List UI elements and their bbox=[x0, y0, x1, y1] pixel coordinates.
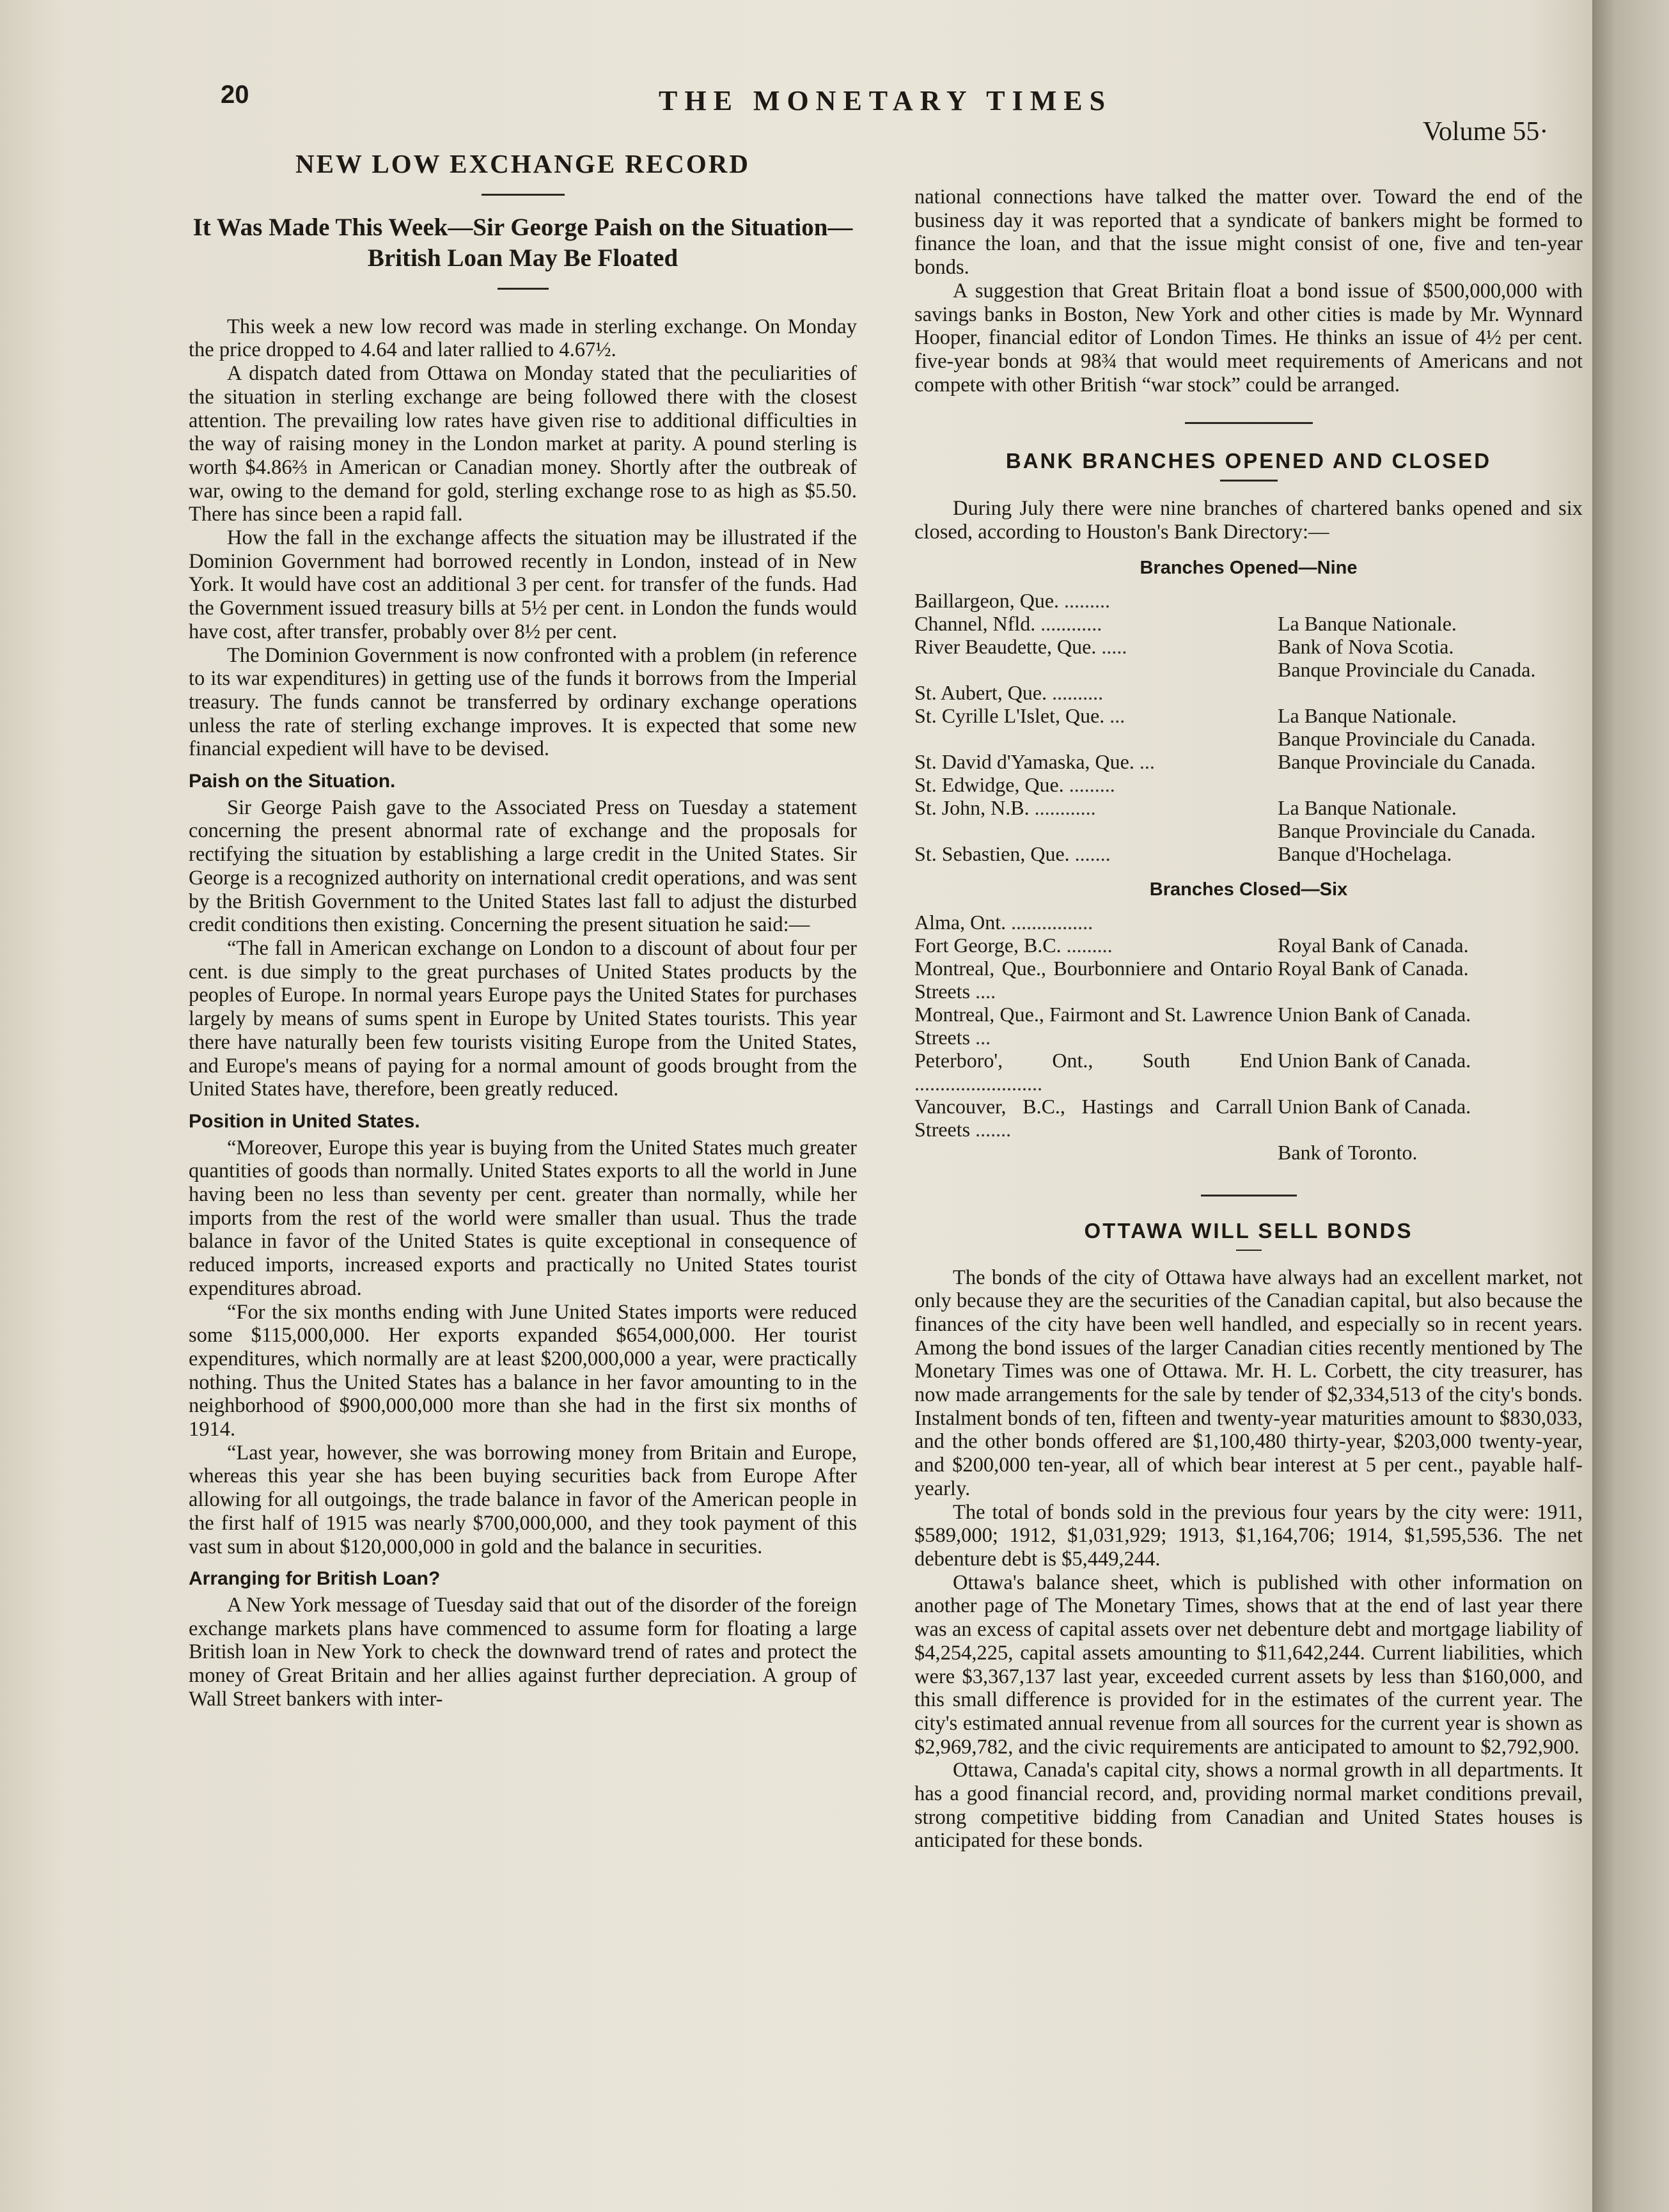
branch-place: St. Cyrille L'Islet, Que. ... bbox=[914, 704, 1125, 728]
branch-place: Montreal, Que., Fairmont and St. Lawrence Streets ... bbox=[914, 1002, 1273, 1049]
branch-row bbox=[914, 612, 1583, 635]
branch-bank: Union Bank of Canada. bbox=[1278, 1094, 1471, 1118]
branch-bank: Union Bank of Canada. bbox=[1278, 1048, 1471, 1072]
paragraph: “Moreover, Europe this year is buying from the United States much greater quantities of goods than normally. United States exports to all the world in June having been no less than seventy per cent. greater than normally, while her imports from the rest of the world were smaller than usual. Thus the trade balance in favor of the United States is quite exceptional in consequence of reduced imports, increased exports and practically no United States tourist expenditures abroad. bbox=[189, 1136, 857, 1300]
leader-dots: ......... bbox=[1061, 933, 1113, 957]
branch-row bbox=[914, 773, 1583, 796]
branch-place: Baillargeon, Que. ......... bbox=[914, 589, 1111, 613]
paragraph: During July there were nine branches of chartered banks opened and six closed, according to Houston's Bank Directory:— bbox=[914, 497, 1583, 544]
ottawa-bonds-title: OTTAWA WILL SELL BONDS bbox=[1084, 1218, 1413, 1243]
paragraph: A suggestion that Great Britain float a bond issue of $500,000,000 with savings banks in Boston, New York and other cities is made by Mr. Wynnard Hooper, financial editor of London Times. He thinks an issue of 4½ per cent. five-year bonds at 98¾ that would meet requirements of Americans and not compete with other British “war stock” could be arranged. bbox=[914, 279, 1583, 396]
branch-bank: Banque Provinciale du Canada. bbox=[1278, 727, 1536, 751]
branch-place: St. David d'Yamaska, Que. ... bbox=[914, 750, 1155, 774]
closed-heading: Branches Closed—Six bbox=[1149, 879, 1348, 900]
branch-row bbox=[914, 911, 1583, 934]
leader-dots: ......... bbox=[1059, 589, 1111, 613]
branch-bank: Banque Provinciale du Canada. bbox=[1278, 658, 1536, 682]
paragraph: This week a new low record was made in sterling exchange. On Monday the price dropped to 4.64 and later rallied to 4.67½. bbox=[189, 315, 857, 362]
left-column bbox=[189, 147, 857, 1711]
subheading: Position in United States. bbox=[189, 1110, 420, 1132]
paragraph: How the fall in the exchange affects the situation may be illustrated if the Dominion Government had borrowed recently in London, instead of in New York. It would have cost an additional 3 per cent. for transfer of the funds. Had the Government issued treasury bills at 5½ per cent. in London the funds would have cost, after transfer, probably over 8½ per cent. bbox=[189, 526, 857, 643]
branch-bank: Bank of Toronto. bbox=[1278, 1140, 1418, 1164]
section-rule bbox=[1220, 480, 1278, 482]
leader-dots: ..... bbox=[1096, 635, 1127, 659]
branch-row bbox=[914, 635, 1583, 658]
branch-place: Peterboro', Ont., South End ......................... bbox=[914, 1048, 1273, 1095]
paragraph: The Dominion Government is now confronted with a problem (in reference to its war expenditures) in getting use of the funds it borrows from the Imperial treasury. The funds cannot be transferred by ordinary exchange operations unless the rate of sterling exchange improves. It is expected that some new financial expedient will have to be devised. bbox=[189, 643, 857, 761]
branch-bank: Royal Bank of Canada. bbox=[1278, 956, 1469, 980]
paragraph: The bonds of the city of Ottawa have always had an excellent market, not only because they are the securities of the Canadian capital, but also because the finances of the city have been well handled, and especially so in recent years. Among the bond issues of the larger Canadian cities recently mentioned by The Monetary Times was one of Ottawa. Mr. H. L. Corbett, the city treasurer, has now made arrangements for the sale by tender of $2,334,513 of the city's bonds. Instalment bonds of ten, fifteen and twenty-year maturities amount to $830,033, and the other bonds offered are $1,100,480 thirty-year, $203,000 twenty-year, and $200,000 ten-year, all of which bear interest at 5 per cent., payable half-yearly. bbox=[914, 1266, 1583, 1500]
page-number: 20 bbox=[221, 81, 249, 109]
article-title: NEW LOW EXCHANGE RECORD bbox=[295, 149, 751, 178]
branch-bank: La Banque Nationale. bbox=[1278, 796, 1457, 820]
paragraph: Ottawa, Canada's capital city, shows a normal growth in all departments. It has a good financial record, and, providing normal market conditions prevail, strong competitive bidding from Canadian and United States houses is anticipated for these bonds. bbox=[914, 1759, 1583, 1853]
leader-dots: ............ bbox=[1029, 796, 1096, 820]
branch-bank: Banque Provinciale du Canada. bbox=[1278, 750, 1536, 774]
right-column bbox=[914, 185, 1583, 1853]
branch-place: Vancouver, B.C., Hastings and Carrall Streets ....... bbox=[914, 1094, 1273, 1141]
leader-dots: ... bbox=[970, 1025, 991, 1049]
branch-row bbox=[914, 796, 1583, 819]
leader-dots: ... bbox=[1104, 704, 1125, 728]
branch-place: River Beaudette, Que. ..... bbox=[914, 635, 1127, 659]
leader-dots: ....... bbox=[970, 1117, 1012, 1141]
paragraph: The total of bonds sold in the previous four years by the city were: 1911, $589,000; 1912, $1,031,929; 1913, $1,164,706; 1914, $1,595,536. The net debenture debt is $5,449,244. bbox=[914, 1500, 1583, 1571]
branch-bank: La Banque Nationale. bbox=[1278, 612, 1457, 636]
branch-row bbox=[914, 1049, 1583, 1095]
branch-bank: Bank of Nova Scotia. bbox=[1278, 635, 1454, 659]
branch-row bbox=[914, 1003, 1583, 1049]
leader-dots: ......... bbox=[1063, 773, 1115, 797]
closed-branches-list bbox=[914, 911, 1583, 1164]
branch-row bbox=[914, 704, 1583, 727]
branch-place: Alma, Ont. ................ bbox=[914, 910, 1093, 934]
leader-dots: ... bbox=[1134, 750, 1155, 774]
branch-row bbox=[914, 1141, 1583, 1164]
branch-bank: Banque d'Hochelaga. bbox=[1278, 842, 1452, 866]
branch-bank: Royal Bank of Canada. bbox=[1278, 933, 1469, 957]
branch-row bbox=[914, 957, 1583, 1003]
branch-row bbox=[914, 658, 1583, 681]
paragraph: “The fall in American exchange on London to a discount of about four per cent. is due simply to the great purchases of United States products by the peoples of Europe. In normal years Europe pays the United States for purchases largely by means of sums spent in Europe by United States tourists. This year there have naturally been few tourists visiting Europe from the United States, and Europe's means of paying for a normal amount of goods brought from the United States have, therefore, been greatly reduced. bbox=[189, 936, 857, 1101]
branch-place: St. John, N.B. ............ bbox=[914, 796, 1096, 820]
leader-dots: .... bbox=[970, 979, 996, 1003]
branch-place: St. Edwidge, Que. ......... bbox=[914, 773, 1115, 797]
paragraph: Ottawa's balance sheet, which is published with other information on another page of The Monetary Times, shows that at the end of last year there was an excess of capital assets over net debenture debt and mortgage liability of $4,254,225, capital assets amounting to $11,642,244. Current liabilities, which were $3,367,137 last year, exceeded current assets by less than $160,000, and this small difference is provided for in the estimates of the current year. The city's estimated annual revenue from all sources for the current year is shown as $2,969,782, and the civic requirements are anticipated to amount to $2,792,900. bbox=[914, 1571, 1583, 1759]
subheading: Arranging for British Loan? bbox=[189, 1568, 441, 1590]
leader-dots: ................ bbox=[1006, 910, 1093, 934]
leader-dots: ....... bbox=[1069, 842, 1111, 866]
branch-row bbox=[914, 1095, 1583, 1141]
paragraph: Sir George Paish gave to the Associated Press on Tuesday a statement concerning the present abnormal rate of exchange and the proposals for rectifying the situation by establishing a large credit in the United States. Sir George is a recognized authority on international credit operations, and was sent by the British Government to the United States last fall to adjust the disturbed credit conditions then existing. Concerning the present situation he said:— bbox=[189, 796, 857, 937]
branch-place: St. Sebastien, Que. ....... bbox=[914, 842, 1111, 866]
opened-heading: Branches Opened—Nine bbox=[1140, 558, 1358, 579]
branch-row bbox=[914, 727, 1583, 750]
branch-row bbox=[914, 842, 1583, 865]
masthead: THE MONETARY TIMES bbox=[659, 85, 1113, 116]
branch-row bbox=[914, 934, 1583, 957]
branch-bank: Banque Provinciale du Canada. bbox=[1278, 819, 1536, 843]
section-rule bbox=[1185, 422, 1313, 424]
deck-rule bbox=[498, 288, 549, 290]
branch-row bbox=[914, 819, 1583, 842]
paragraph: national connections have talked the matter over. Toward the end of the business day it was reported that a syndicate of bankers might be formed to finance the loan, and that the issue might consist of one, five and ten-year bonds. bbox=[914, 185, 1583, 279]
branch-row bbox=[914, 681, 1583, 704]
article-deck: It Was Made This Week—Sir George Paish on the Situation—British Loan May Be Floated bbox=[192, 213, 853, 272]
branch-place: Fort George, B.C. ......... bbox=[914, 933, 1113, 957]
book-gutter bbox=[1592, 0, 1669, 2212]
leader-dots: ......................... bbox=[914, 1071, 1042, 1095]
branch-place: Montreal, Que., Bourbonniere and Ontario Streets .... bbox=[914, 956, 1273, 1003]
title-rule bbox=[482, 194, 565, 196]
paragraph: “Last year, however, she was borrowing money from Britain and Europe, whereas this year she has been buying securities back from Europe After allowing for all outgoings, the trade balance in favor of the American people in the first half of 1915 was nearly $700,000,000, and they took payment of this vast sum in about $120,000,000 in gold and the balance in securities. bbox=[189, 1441, 857, 1558]
branch-bank: Union Bank of Canada. bbox=[1278, 1002, 1471, 1026]
leader-dots: ............ bbox=[1035, 612, 1102, 636]
branch-bank: La Banque Nationale. bbox=[1278, 704, 1457, 728]
branch-row bbox=[914, 750, 1583, 773]
bank-branches-title: BANK BRANCHES OPENED AND CLOSED bbox=[1005, 449, 1492, 473]
branch-place: Channel, Nfld. ............ bbox=[914, 612, 1102, 636]
subheading: Paish on the Situation. bbox=[189, 771, 396, 792]
branch-place: St. Aubert, Que. .......... bbox=[914, 681, 1104, 705]
volume-label: Volume 55· bbox=[1423, 117, 1549, 146]
section-rule bbox=[1236, 1250, 1262, 1251]
paragraph: A dispatch dated from Ottawa on Monday stated that the peculiarities of the situation in sterling exchange are being followed there with the closest attention. The prevailing low rates have given rise to additional difficulties in the way of raising money in the London market at parity. A pound sterling is worth $4.86⅔ in American or Canadian money. Shortly after the outbreak of war, owing to the demand for gold, sterling exchange rose to as high as $5.50. There has since been a rapid fall. bbox=[189, 362, 857, 526]
branch-row bbox=[914, 589, 1583, 612]
opened-branches-list bbox=[914, 589, 1583, 865]
paragraph: A New York message of Tuesday said that out of the disorder of the foreign exchange markets plans have commenced to assume form for floating a large British loan in New York to check the downward trend of rates and protect the money of Great Britain and her allies against further depreciation. A group of Wall Street bankers with inter- bbox=[189, 1593, 857, 1711]
leader-dots: .......... bbox=[1047, 681, 1104, 705]
paragraph: “For the six months ending with June United States imports were reduced some $115,000,000. Her exports expanded $654,000,000. Her tourist expenditures, which normally are at least $200,000,000 a year, were practically nothing. Thus the United States has a balance in her favor amounting to in the neighborhood of $900,000,000 more than she had in the first six months of 1914. bbox=[189, 1300, 857, 1441]
section-rule bbox=[1201, 1195, 1297, 1196]
